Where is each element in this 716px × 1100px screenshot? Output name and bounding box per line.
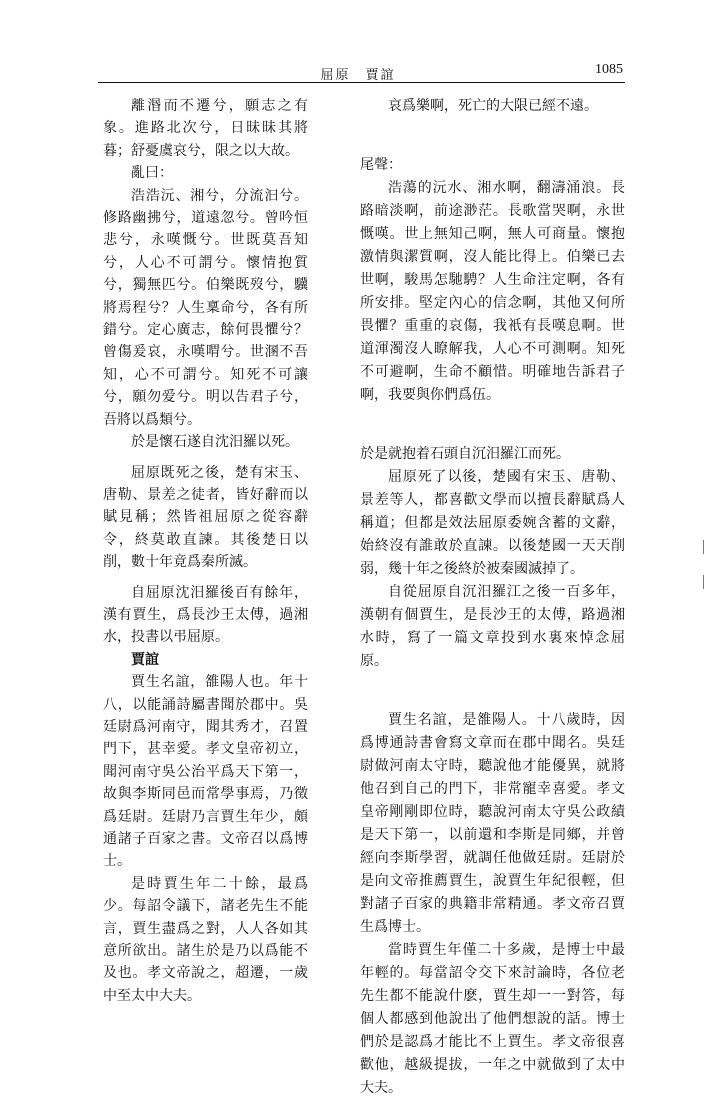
page-edge-mark	[703, 575, 704, 589]
right-paragraph-2: 浩蕩的沅水、湘水啊，翻濤涌浪。長路暗淡啊，前途渺茫。長歌當哭啊，永世慨嘆。世上無知己啊，無人可商量。懷抱激情與潔質啊，沒人能比得上。伯樂已去世啊，駿馬怎馳騁？人生命注定啊，各有所安排。堅定內心的信念啊，其他又何所畏懼？重重的哀傷，我衹有長嘆息啊。世道渾濁沒人瞭解我，人心不可測啊。知死不可避啊，生命不顧惜。明確地告訴君子啊，我要與你們爲伍。	[360, 180, 625, 403]
right-paragraph-5: 自從屈原自沉汨羅江之後一百多年，漢朝有個賈生，是長沙王的太傅，路過湘水時，寫了一篇文章投到水裏來悼念屈原。	[360, 584, 625, 669]
header-rule	[98, 82, 625, 83]
right-paragraph-3: 於是就抱着石頭自沉汨羅江而死。	[360, 446, 570, 462]
right-paragraph-7: 當時賈生年僅二十多歲，是博士中最年輕的。每當詔令交下來討論時，各位老先生都不能說什麽，賈生却一一對答，每個人都感到他說出了他們想說的話。博士們於是認爲才能比不上賈生。孝文帝很喜歡他，越級提拔，一年之中就做到了太中大夫。	[360, 942, 625, 1096]
page-edge-mark	[703, 540, 704, 554]
left-paragraph-3: 屈原既死之後，楚有宋玉、唐勒、景差之徒者，皆好辭而以賦見稱；然皆祖屈原之從容辭令，終莫敢直諫。其後楚日以削，數十年竟爲秦所滅。	[103, 464, 308, 571]
left-paragraph-5: 賈生名誼，雒陽人也。年十八，以能誦詩屬書聞於郡中。吳廷尉爲河南守，聞其秀才，召置門下，甚幸愛。孝文皇帝初立，聞河南守吳公治平爲天下第一，故與李斯同邑而常學事焉，乃徵爲廷尉。廷尉乃言賈生年少，頗通諸子百家之書。文帝召以爲博士。	[103, 674, 308, 870]
luan-label: 亂曰：	[131, 165, 173, 182]
page-number: 1085	[595, 62, 623, 77]
right-column-translation	[360, 95, 625, 1100]
right-paragraph-1: 哀爲樂啊，死亡的大限已經不遠。	[388, 98, 598, 114]
weisheng-label: 尾聲：	[360, 157, 402, 173]
left-paragraph-4: 自屈原沈汨羅後百有餘年，漢有賈生，爲長沙王太傅，過湘水，投書以弔屈原。	[103, 584, 308, 646]
left-paragraph-1: 離湣而不遷兮，願志之有象。進路北次兮，日昧昧其將暮；舒憂虞哀兮，限之以大故。	[103, 98, 308, 159]
right-paragraph-6: 賈生名誼，是雒陽人。十八歲時，因爲博通詩書會寫文章而在郡中聞名。吳廷尉做河南太守時，聽說他才能優異，就將他召到自己的門下，非常寵幸喜愛。孝文皇帝剛剛即位時，聽說河南太守吳公政績是天下第一，以前還和李斯是同鄉，并曾經向李斯學習，就調任他做廷尉。廷尉於是向文帝推薦賈生，說賈生年紀很輕，但對諸子百家的典籍非常精通。孝文帝召賈生爲博士。	[360, 712, 625, 935]
left-column-classical-text	[103, 95, 308, 1007]
left-paragraph-6: 是時賈生年二十餘，最爲少。每詔令議下，諸老先生不能言，賈生盡爲之對，人人各如其意所欲出。諸生於是乃以爲能不及也。孝文帝說之，超遷，一歲中至太中大夫。	[103, 875, 308, 1004]
right-paragraph-4: 屈原死了以後，楚國有宋玉、唐勒、景差等人，都喜歡文學而以擅長辭賦爲人稱道；但都是效法屈原委婉含蓄的文辭，始終沒有誰敢於直諫。以後楚國一天天削弱，幾十年之後終於被秦國滅掉了。	[360, 469, 625, 577]
section-heading-jia-yi: 賈誼	[131, 651, 159, 668]
page-header-title: 屈原 賈誼	[320, 68, 396, 83]
luan-poem: 浩浩沅、湘兮，分流汩兮。修路幽拂兮，道遠忽兮。曾吟恒悲兮，永嘆慨兮。世既莫吾知兮，人心不可謂兮。懷情抱質兮，獨無匹兮。伯樂既歿兮，驥將焉程兮？人生稟命兮，各有所錯兮。定心廣志，餘何畏懼兮？曾傷爰哀，永嘆喟兮。世溷不吾知，心不可謂兮。知死不可讓兮，願勿爱兮。明以告君子兮，吾將以爲類兮。	[103, 187, 308, 428]
left-paragraph-2: 於是懷石遂自沈汨羅以死。	[131, 434, 299, 451]
